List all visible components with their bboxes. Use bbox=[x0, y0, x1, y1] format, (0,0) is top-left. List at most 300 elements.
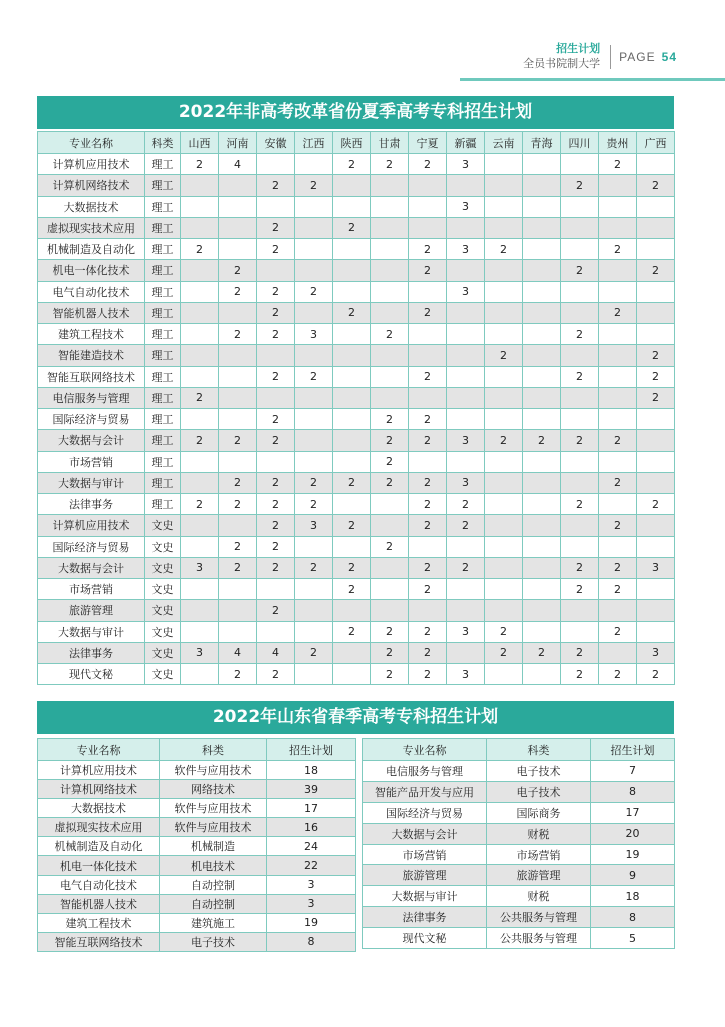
table-cell: 2 bbox=[219, 664, 257, 685]
table-cell: 2 bbox=[333, 154, 371, 175]
table-cell bbox=[371, 260, 409, 281]
table-cell bbox=[561, 472, 599, 493]
table-row bbox=[363, 844, 675, 865]
table-cell bbox=[485, 472, 523, 493]
table-row bbox=[38, 837, 356, 856]
table-row bbox=[38, 579, 675, 600]
table-cell bbox=[447, 175, 485, 196]
table-cell: 3 bbox=[447, 430, 485, 451]
table-cell: 9 bbox=[591, 865, 675, 886]
table-cell: 2 bbox=[257, 664, 295, 685]
table-row bbox=[38, 913, 356, 932]
table-cell bbox=[371, 579, 409, 600]
table-cell bbox=[523, 281, 561, 302]
column-header: 陕西 bbox=[333, 132, 371, 154]
major-name-cell: 计算机应用技术 bbox=[38, 761, 160, 780]
table-cell: 公共服务与管理 bbox=[487, 907, 591, 928]
table-cell: 5 bbox=[591, 928, 675, 949]
table-cell bbox=[295, 621, 333, 642]
table-row bbox=[363, 865, 675, 886]
table-cell bbox=[219, 345, 257, 366]
table-cell bbox=[637, 536, 675, 557]
table-cell bbox=[599, 345, 637, 366]
table-cell: 39 bbox=[267, 780, 356, 799]
table-cell bbox=[447, 536, 485, 557]
table-cell: 2 bbox=[257, 472, 295, 493]
table-cell bbox=[561, 621, 599, 642]
table-row bbox=[38, 494, 675, 515]
table1-title: 2022年非高考改革省份夏季高考专科招生计划 bbox=[37, 96, 674, 129]
table-cell bbox=[599, 175, 637, 196]
table-cell bbox=[447, 260, 485, 281]
table-cell bbox=[219, 196, 257, 217]
table-cell bbox=[599, 260, 637, 281]
table-cell: 2 bbox=[561, 260, 599, 281]
table-cell bbox=[637, 196, 675, 217]
table-cell: 18 bbox=[591, 886, 675, 907]
table-cell: 4 bbox=[257, 642, 295, 663]
table-cell bbox=[561, 387, 599, 408]
table-cell bbox=[295, 430, 333, 451]
table-cell bbox=[523, 154, 561, 175]
table-cell: 2 bbox=[181, 430, 219, 451]
table-cell bbox=[333, 366, 371, 387]
major-name-cell: 机械制造及自动化 bbox=[38, 239, 145, 260]
major-name-cell: 智能互联网络技术 bbox=[38, 366, 145, 387]
table-cell bbox=[523, 409, 561, 430]
table-cell: 2 bbox=[219, 324, 257, 345]
table-cell: 2 bbox=[599, 515, 637, 536]
table-cell bbox=[371, 196, 409, 217]
major-name-cell: 计算机网络技术 bbox=[38, 780, 160, 799]
major-name-cell: 建筑工程技术 bbox=[38, 324, 145, 345]
table-cell: 2 bbox=[409, 642, 447, 663]
table-cell bbox=[599, 196, 637, 217]
table-cell bbox=[485, 217, 523, 238]
table-cell: 理工 bbox=[145, 472, 181, 493]
table-cell bbox=[485, 281, 523, 302]
table-row bbox=[363, 886, 675, 907]
major-name-cell: 电气自动化技术 bbox=[38, 875, 160, 894]
table-row bbox=[38, 761, 356, 780]
table-cell: 公共服务与管理 bbox=[487, 928, 591, 949]
table-cell: 文史 bbox=[145, 621, 181, 642]
major-name-cell: 虚拟现实技术应用 bbox=[38, 818, 160, 837]
table-cell: 8 bbox=[591, 907, 675, 928]
table-cell bbox=[523, 387, 561, 408]
table-cell: 2 bbox=[257, 600, 295, 621]
table-cell bbox=[485, 515, 523, 536]
table-cell: 2 bbox=[599, 579, 637, 600]
table-row bbox=[38, 409, 675, 430]
table-cell: 2 bbox=[181, 387, 219, 408]
table-cell bbox=[295, 664, 333, 685]
column-header: 广西 bbox=[637, 132, 675, 154]
table-cell bbox=[219, 387, 257, 408]
table-cell bbox=[333, 324, 371, 345]
table-cell bbox=[523, 302, 561, 323]
table-cell: 2 bbox=[219, 281, 257, 302]
table-cell bbox=[485, 260, 523, 281]
table-cell bbox=[371, 345, 409, 366]
table-cell bbox=[181, 302, 219, 323]
table-cell: 2 bbox=[409, 430, 447, 451]
column-header: 科类 bbox=[160, 739, 267, 761]
column-header: 河南 bbox=[219, 132, 257, 154]
table-cell bbox=[333, 494, 371, 515]
major-name-cell: 建筑工程技术 bbox=[38, 913, 160, 932]
table-cell: 理工 bbox=[145, 494, 181, 515]
table-cell: 2 bbox=[409, 302, 447, 323]
column-header: 山西 bbox=[181, 132, 219, 154]
table-cell: 2 bbox=[257, 302, 295, 323]
table-cell bbox=[371, 515, 409, 536]
table-cell: 2 bbox=[599, 472, 637, 493]
table-cell bbox=[371, 175, 409, 196]
table-cell bbox=[371, 239, 409, 260]
table-cell: 2 bbox=[257, 217, 295, 238]
table-cell: 2 bbox=[523, 642, 561, 663]
major-name-cell: 智能产品开发与应用 bbox=[363, 781, 487, 802]
table-cell bbox=[409, 536, 447, 557]
table-cell: 理工 bbox=[145, 451, 181, 472]
spring-plan-table-left bbox=[37, 738, 356, 952]
table-cell bbox=[485, 451, 523, 472]
table-cell bbox=[523, 196, 561, 217]
table-cell bbox=[257, 451, 295, 472]
table-cell: 2 bbox=[409, 579, 447, 600]
table-cell bbox=[599, 387, 637, 408]
table-cell: 建筑施工 bbox=[160, 913, 267, 932]
table-cell: 2 bbox=[599, 664, 637, 685]
table-cell: 3 bbox=[447, 664, 485, 685]
table-row bbox=[38, 856, 356, 875]
table-cell bbox=[485, 324, 523, 345]
table-cell bbox=[181, 281, 219, 302]
table-cell bbox=[333, 642, 371, 663]
table-row bbox=[38, 780, 356, 799]
table-cell bbox=[523, 345, 561, 366]
table-cell bbox=[599, 217, 637, 238]
column-header: 新疆 bbox=[447, 132, 485, 154]
table-cell: 2 bbox=[409, 664, 447, 685]
table-cell: 2 bbox=[637, 494, 675, 515]
table-cell: 机械制造 bbox=[160, 837, 267, 856]
major-name-cell: 国际经济与贸易 bbox=[363, 802, 487, 823]
table-cell: 2 bbox=[257, 324, 295, 345]
page-num: 54 bbox=[661, 50, 677, 64]
table-cell: 2 bbox=[371, 430, 409, 451]
table-cell bbox=[409, 345, 447, 366]
table-cell: 2 bbox=[219, 494, 257, 515]
table-cell: 2 bbox=[561, 557, 599, 578]
table-header-row bbox=[363, 739, 675, 761]
table-cell bbox=[333, 409, 371, 430]
table-cell: 理工 bbox=[145, 324, 181, 345]
major-name-cell: 国际经济与贸易 bbox=[38, 409, 145, 430]
table-cell: 2 bbox=[257, 281, 295, 302]
table-cell: 2 bbox=[371, 154, 409, 175]
table-cell: 3 bbox=[267, 875, 356, 894]
table-cell: 2 bbox=[295, 642, 333, 663]
table-cell: 文史 bbox=[145, 557, 181, 578]
table-cell bbox=[485, 302, 523, 323]
table-cell bbox=[257, 345, 295, 366]
table-cell: 3 bbox=[181, 642, 219, 663]
table-cell: 3 bbox=[295, 515, 333, 536]
major-name-cell: 市场营销 bbox=[363, 844, 487, 865]
table-cell bbox=[181, 621, 219, 642]
table-row bbox=[38, 536, 675, 557]
table-cell bbox=[409, 387, 447, 408]
table-cell bbox=[219, 600, 257, 621]
table-cell bbox=[637, 154, 675, 175]
table-cell: 2 bbox=[333, 302, 371, 323]
table-cell bbox=[371, 217, 409, 238]
table-cell: 机电技术 bbox=[160, 856, 267, 875]
table-cell bbox=[371, 366, 409, 387]
table-cell: 2 bbox=[485, 621, 523, 642]
major-name-cell: 大数据技术 bbox=[38, 196, 145, 217]
table-cell: 2 bbox=[371, 642, 409, 663]
table-cell bbox=[599, 536, 637, 557]
table-cell: 理工 bbox=[145, 302, 181, 323]
table-cell: 2 bbox=[409, 472, 447, 493]
table-cell bbox=[561, 345, 599, 366]
major-name-cell: 法律事务 bbox=[38, 494, 145, 515]
table-row bbox=[38, 600, 675, 621]
table-cell: 旅游管理 bbox=[487, 865, 591, 886]
table-cell bbox=[637, 472, 675, 493]
table-cell bbox=[181, 409, 219, 430]
major-name-cell: 大数据与会计 bbox=[38, 557, 145, 578]
major-name-cell: 市场营销 bbox=[38, 579, 145, 600]
table-cell bbox=[295, 345, 333, 366]
table-cell: 2 bbox=[561, 324, 599, 345]
table-cell bbox=[637, 409, 675, 430]
table-header-row bbox=[38, 132, 675, 154]
table-cell: 2 bbox=[219, 430, 257, 451]
table-cell bbox=[523, 217, 561, 238]
header-divider bbox=[610, 45, 611, 69]
table-cell bbox=[637, 239, 675, 260]
table-cell: 2 bbox=[257, 515, 295, 536]
table-row bbox=[38, 818, 356, 837]
table-row bbox=[38, 217, 675, 238]
table-cell: 理工 bbox=[145, 260, 181, 281]
table-cell bbox=[371, 494, 409, 515]
table-cell bbox=[523, 239, 561, 260]
table-cell bbox=[599, 409, 637, 430]
table-cell: 17 bbox=[591, 802, 675, 823]
table-cell: 2 bbox=[447, 494, 485, 515]
table-cell bbox=[409, 217, 447, 238]
table-cell: 2 bbox=[409, 557, 447, 578]
column-header: 青海 bbox=[523, 132, 561, 154]
table-row bbox=[363, 928, 675, 949]
table-cell bbox=[219, 217, 257, 238]
header-section-title: 招生计划 bbox=[556, 42, 601, 55]
column-header: 招生计划 bbox=[267, 739, 356, 761]
table-row bbox=[38, 387, 675, 408]
table-cell: 2 bbox=[485, 430, 523, 451]
table-cell: 8 bbox=[267, 932, 356, 951]
table-row bbox=[38, 664, 675, 685]
table-cell: 2 bbox=[599, 557, 637, 578]
column-header: 专业名称 bbox=[363, 739, 487, 761]
table-cell bbox=[637, 600, 675, 621]
column-header: 贵州 bbox=[599, 132, 637, 154]
table-cell: 2 bbox=[295, 472, 333, 493]
table-cell bbox=[561, 515, 599, 536]
table-cell bbox=[181, 217, 219, 238]
column-header: 专业名称 bbox=[38, 132, 145, 154]
table-cell: 2 bbox=[409, 239, 447, 260]
major-name-cell: 大数据与审计 bbox=[38, 621, 145, 642]
table-cell: 4 bbox=[219, 642, 257, 663]
table-cell: 2 bbox=[295, 494, 333, 515]
table-cell: 3 bbox=[267, 894, 356, 913]
table-cell bbox=[523, 451, 561, 472]
table-row bbox=[363, 823, 675, 844]
table-cell: 3 bbox=[637, 642, 675, 663]
table-cell bbox=[181, 366, 219, 387]
table-cell: 2 bbox=[561, 494, 599, 515]
table-cell bbox=[219, 302, 257, 323]
table-cell bbox=[637, 302, 675, 323]
major-name-cell: 市场营销 bbox=[38, 451, 145, 472]
table-cell bbox=[333, 536, 371, 557]
table-cell: 软件与应用技术 bbox=[160, 818, 267, 837]
table-cell: 2 bbox=[447, 557, 485, 578]
table-cell: 2 bbox=[257, 366, 295, 387]
table-cell bbox=[409, 324, 447, 345]
table-cell: 2 bbox=[333, 515, 371, 536]
table-cell: 2 bbox=[599, 621, 637, 642]
table-cell: 2 bbox=[485, 345, 523, 366]
column-header: 专业名称 bbox=[38, 739, 160, 761]
table-cell bbox=[371, 302, 409, 323]
table-cell bbox=[485, 175, 523, 196]
table-cell: 理工 bbox=[145, 345, 181, 366]
table-cell: 理工 bbox=[145, 217, 181, 238]
table-cell: 理工 bbox=[145, 387, 181, 408]
table-cell: 软件与应用技术 bbox=[160, 761, 267, 780]
page-number bbox=[619, 50, 677, 64]
table-cell: 2 bbox=[409, 366, 447, 387]
table-cell: 2 bbox=[637, 175, 675, 196]
table-cell bbox=[447, 324, 485, 345]
table-row bbox=[38, 324, 675, 345]
table-cell bbox=[599, 600, 637, 621]
table-cell bbox=[181, 451, 219, 472]
table-cell: 电子技术 bbox=[487, 761, 591, 782]
table-row bbox=[38, 515, 675, 536]
table-cell: 2 bbox=[257, 239, 295, 260]
table-cell bbox=[181, 345, 219, 366]
table-cell bbox=[523, 324, 561, 345]
table-cell: 2 bbox=[485, 239, 523, 260]
table-row bbox=[363, 802, 675, 823]
table-cell: 文史 bbox=[145, 579, 181, 600]
table-cell: 2 bbox=[333, 217, 371, 238]
table-cell: 8 bbox=[591, 781, 675, 802]
table-cell: 3 bbox=[447, 196, 485, 217]
table-cell: 7 bbox=[591, 761, 675, 782]
table-cell bbox=[561, 196, 599, 217]
table-cell bbox=[637, 451, 675, 472]
table-cell bbox=[219, 175, 257, 196]
table-cell bbox=[219, 409, 257, 430]
table-cell: 16 bbox=[267, 818, 356, 837]
table-cell bbox=[485, 196, 523, 217]
table-row bbox=[38, 175, 675, 196]
table-cell: 2 bbox=[333, 472, 371, 493]
table-cell bbox=[485, 579, 523, 600]
table-cell bbox=[523, 515, 561, 536]
table-cell bbox=[333, 196, 371, 217]
table-row bbox=[38, 239, 675, 260]
major-name-cell: 旅游管理 bbox=[363, 865, 487, 886]
table-cell bbox=[561, 536, 599, 557]
table-cell bbox=[561, 409, 599, 430]
table-cell bbox=[561, 154, 599, 175]
table-cell: 2 bbox=[561, 642, 599, 663]
table-cell: 2 bbox=[181, 494, 219, 515]
table-cell bbox=[295, 239, 333, 260]
table-cell bbox=[561, 600, 599, 621]
table-cell bbox=[599, 281, 637, 302]
table-cell: 文史 bbox=[145, 515, 181, 536]
table-cell bbox=[599, 642, 637, 663]
table-cell bbox=[219, 239, 257, 260]
table-cell bbox=[637, 515, 675, 536]
table-cell bbox=[485, 536, 523, 557]
major-name-cell: 现代文秘 bbox=[38, 664, 145, 685]
table-cell bbox=[561, 451, 599, 472]
table-cell bbox=[599, 324, 637, 345]
table-cell bbox=[219, 579, 257, 600]
summer-plan-table bbox=[37, 131, 675, 685]
table-cell bbox=[181, 579, 219, 600]
table-cell: 22 bbox=[267, 856, 356, 875]
table-cell: 2 bbox=[333, 621, 371, 642]
table-cell: 电子技术 bbox=[487, 781, 591, 802]
table-cell bbox=[523, 600, 561, 621]
table-cell bbox=[181, 175, 219, 196]
table-row bbox=[38, 451, 675, 472]
table-cell bbox=[447, 387, 485, 408]
table-cell: 理工 bbox=[145, 366, 181, 387]
table-cell: 2 bbox=[295, 366, 333, 387]
table-cell: 2 bbox=[637, 366, 675, 387]
table-cell bbox=[447, 451, 485, 472]
table-cell bbox=[409, 175, 447, 196]
table-cell bbox=[523, 664, 561, 685]
table-cell bbox=[561, 239, 599, 260]
table-cell bbox=[333, 175, 371, 196]
table-cell: 3 bbox=[447, 239, 485, 260]
table-cell bbox=[485, 409, 523, 430]
table-cell bbox=[181, 600, 219, 621]
major-name-cell: 机电一体化技术 bbox=[38, 260, 145, 281]
major-name-cell: 大数据与审计 bbox=[363, 886, 487, 907]
table-cell bbox=[561, 217, 599, 238]
major-name-cell: 法律事务 bbox=[363, 907, 487, 928]
table-cell bbox=[257, 621, 295, 642]
header-text bbox=[523, 42, 600, 72]
table-cell: 2 bbox=[599, 239, 637, 260]
